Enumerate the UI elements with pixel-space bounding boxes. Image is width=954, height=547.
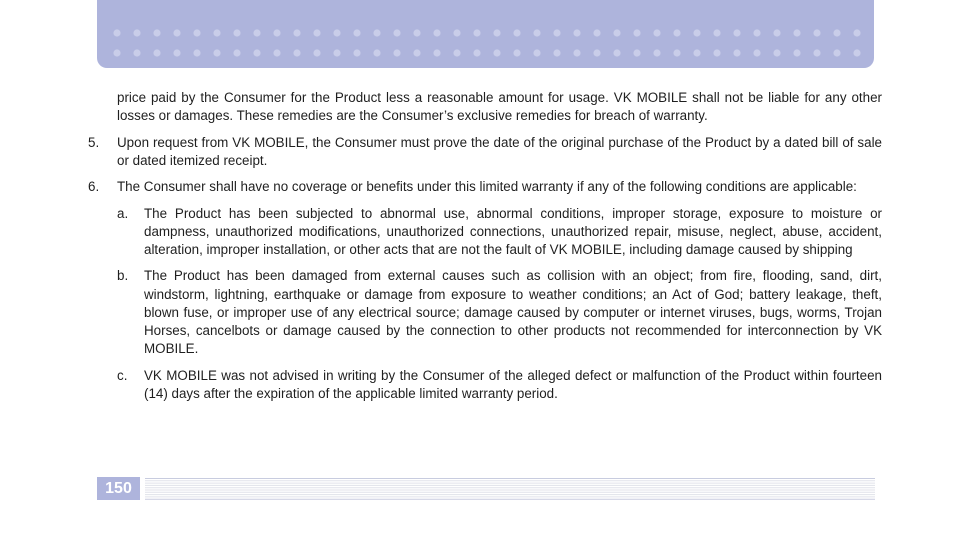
header-dot	[753, 49, 760, 56]
header-dot	[473, 49, 480, 56]
header-dot	[453, 29, 460, 36]
header-dot	[213, 29, 220, 36]
header-dot	[733, 29, 740, 36]
list-item-5	[88, 134, 882, 170]
header-dot	[273, 29, 280, 36]
header-dot	[653, 29, 660, 36]
sub-item-b	[117, 267, 882, 358]
header-dot	[613, 29, 620, 36]
header-dot	[633, 29, 640, 36]
header-dot	[793, 49, 800, 56]
header-dot	[753, 29, 760, 36]
sub-item-text: The Product has been damaged from external causes such as collision with an object; from fire, flooding, sand, dirt, windstorm, lightning, earthquake or damage from exposure to weather conditions; an Act of God; battery leakage, theft, blown fuse, or improper use of any electrical source; damage caused by computer or internet viruses, bugs, worms, Trojan Horses, cancelbots or damage caused by the connection to other products not recommended for interconnection by VK MOBILE.	[144, 268, 882, 357]
list-item-6	[88, 178, 882, 403]
header-dot	[713, 29, 720, 36]
header-dot	[433, 29, 440, 36]
header-dot	[333, 49, 340, 56]
list-item-number: 6.	[88, 179, 100, 195]
header-dot	[193, 49, 200, 56]
sub-item-text: VK MOBILE was not advised in writing by the Consumer of the alleged defect or malfunction of the Product within fourteen (14) days after the expiration of the applicable limited warranty period.	[144, 367, 882, 401]
header-dot	[333, 29, 340, 36]
header-dot	[473, 29, 480, 36]
header-dot	[573, 49, 580, 56]
header-dot-pattern	[97, 0, 874, 68]
header-dot	[613, 49, 620, 56]
header-dot	[713, 49, 720, 56]
header-dot	[153, 29, 160, 36]
header-dot	[693, 49, 700, 56]
header-dot	[853, 29, 860, 36]
header-dot	[453, 49, 460, 56]
header-dot	[833, 49, 840, 56]
header-dot	[513, 29, 520, 36]
header-dot	[273, 49, 280, 56]
sub-item-text: The Product has been subjected to abnormal use, abnormal conditions, improper storage, exposure to moisture or dampness, unauthorized modifications, unauthorized connections, unauthorized repair, misuse, neglect, abuse, accident, alteration, improper installation, or other acts that are not the fault of VK MOBILE, including damage caused by shipping	[144, 205, 882, 257]
continuation-paragraph: price paid by the Consumer for the Product less a reasonable amount for usage. VK MOBILE shall not be liable for any other losses or damages. These remedies are the Consumer’s exclusive remedies for breach of warranty.	[117, 90, 882, 124]
header-dot	[193, 29, 200, 36]
header-dot	[773, 49, 780, 56]
header-dot	[413, 29, 420, 36]
header-dot	[533, 49, 540, 56]
list-item-text: Upon request from VK MOBILE, the Consumer must prove the date of the original purchase of the Product by a dated bill of sale or dated itemized receipt.	[117, 134, 882, 168]
list-item-text: The Consumer shall have no coverage or benefits under this limited warranty if any of the following conditions are applicable:	[117, 179, 857, 195]
header-dot	[173, 49, 180, 56]
header-dot	[133, 49, 140, 56]
sub-item-a	[117, 205, 882, 260]
header-dot	[433, 49, 440, 56]
header-dot	[813, 49, 820, 56]
header-dot	[373, 29, 380, 36]
header-dot	[153, 49, 160, 56]
header-dot	[693, 29, 700, 36]
header-band	[97, 0, 874, 68]
sub-item-letter: a.	[117, 205, 129, 221]
header-dot	[793, 29, 800, 36]
header-dot	[213, 49, 220, 56]
header-dot	[253, 29, 260, 36]
header-dot	[173, 29, 180, 36]
header-dot	[373, 49, 380, 56]
list-item-number: 5.	[88, 134, 100, 150]
header-dot	[113, 49, 120, 56]
header-dot	[653, 49, 660, 56]
header-dot	[353, 29, 360, 36]
header-dot	[833, 29, 840, 36]
header-dot	[293, 49, 300, 56]
header-dot	[773, 29, 780, 36]
header-dot	[413, 49, 420, 56]
footer-rule-lines	[145, 478, 875, 500]
header-dot	[573, 29, 580, 36]
sub-item-c	[117, 367, 882, 403]
header-dot	[593, 49, 600, 56]
header-dot	[493, 49, 500, 56]
header-dot	[113, 29, 120, 36]
header-dot	[233, 49, 240, 56]
sub-item-letter: b.	[117, 268, 129, 284]
header-dot	[673, 49, 680, 56]
header-dot	[553, 29, 560, 36]
header-dot	[293, 29, 300, 36]
warranty-text	[88, 89, 882, 411]
header-dot	[633, 49, 640, 56]
sub-item-letter: c.	[117, 367, 128, 383]
header-dot	[593, 29, 600, 36]
header-dot	[553, 49, 560, 56]
header-dot	[393, 29, 400, 36]
header-dot	[733, 49, 740, 56]
header-dot	[133, 29, 140, 36]
header-dot	[673, 29, 680, 36]
header-dot	[393, 49, 400, 56]
header-dot	[353, 49, 360, 56]
header-dot	[813, 29, 820, 36]
header-dot	[313, 49, 320, 56]
header-dot	[513, 49, 520, 56]
header-dot	[533, 29, 540, 36]
page-number: 150	[97, 477, 140, 500]
header-dot	[493, 29, 500, 36]
header-dot	[853, 49, 860, 56]
header-dot	[313, 29, 320, 36]
header-dot	[253, 49, 260, 56]
header-dot	[233, 29, 240, 36]
